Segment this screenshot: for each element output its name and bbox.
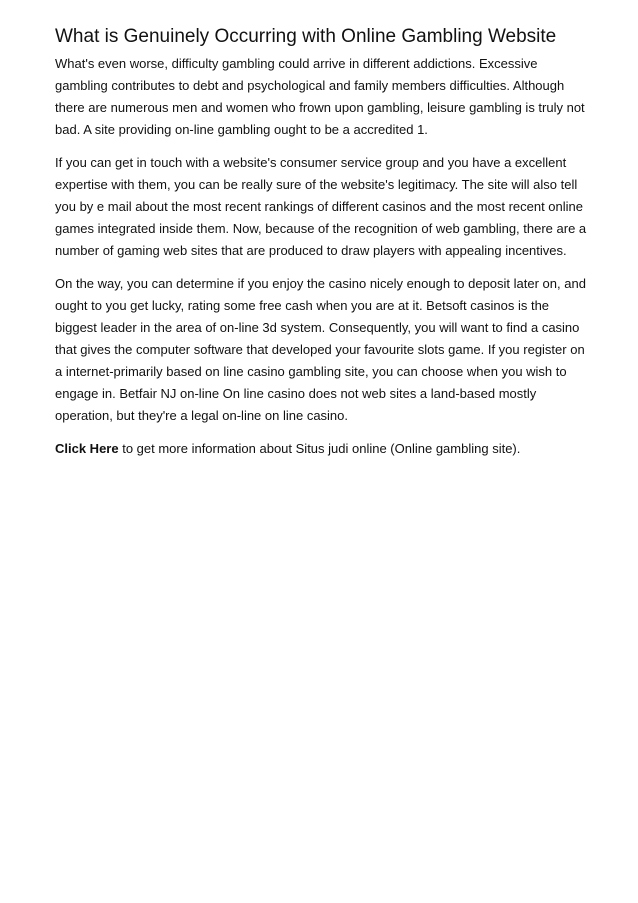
click-here-link[interactable]: Click Here: [55, 441, 119, 456]
paragraph-line: a internet-primarily based on line casino gambling site, you can choose when you wish to: [55, 364, 567, 379]
call-to-action: [55, 438, 590, 460]
paragraph-line: What's even worse, difficulty gambling could arrive in different addictions. Excessive: [55, 56, 538, 71]
paragraph-line: On the way, you can determine if you enjoy the casino nicely enough to deposit later on, and: [55, 276, 586, 291]
paragraph-line: ought to you get lucky, rating some free cash when you are at it. Betsoft casinos is the: [55, 298, 550, 313]
paragraph-line: engage in. Betfair NJ on-line On line casino does not web sites a land-based mostly: [55, 386, 537, 401]
paragraph-line: there are numerous men and women who frown upon gambling, leisure gambling is truly not: [55, 100, 585, 115]
cta-text: to get more information about Situs judi online (Online gambling site).: [118, 441, 521, 456]
paragraph-3: [55, 273, 590, 427]
paragraph-line: operation, but they're a legal on-line on line casino.: [55, 408, 349, 423]
paragraph-2: [55, 152, 590, 262]
paragraph-line: that gives the computer software that developed your favourite slots game. If you register on: [55, 342, 585, 357]
paragraph-line: you by e mail about the most recent rankings of different casinos and the most recent online: [55, 199, 584, 214]
document-page: [55, 25, 590, 460]
paragraph-1: [55, 53, 590, 141]
paragraph-line: gambling contributes to debt and psychological and family members difficulties. Although: [55, 78, 565, 93]
page-title: What is Genuinely Occurring with Online Gambling Website: [55, 26, 557, 47]
paragraph-line: games integrated inside them. Now, because of the recognition of web gambling, there are a: [55, 221, 587, 236]
paragraph-line: bad. A site providing on-line gambling ought to be a accredited 1.: [55, 122, 428, 137]
paragraph-line: expertise with them, you can be really sure of the website's legitimacy. The site will also tell: [55, 177, 578, 192]
paragraph-line: If you can get in touch with a website's consumer service group and you have a excellent: [55, 155, 567, 170]
paragraph-line: number of gaming web sites that are produced to draw players with appealing incentives.: [55, 243, 567, 258]
paragraph-line: biggest leader in the area of on-line 3d system. Consequently, you will want to find a casino: [55, 320, 580, 335]
